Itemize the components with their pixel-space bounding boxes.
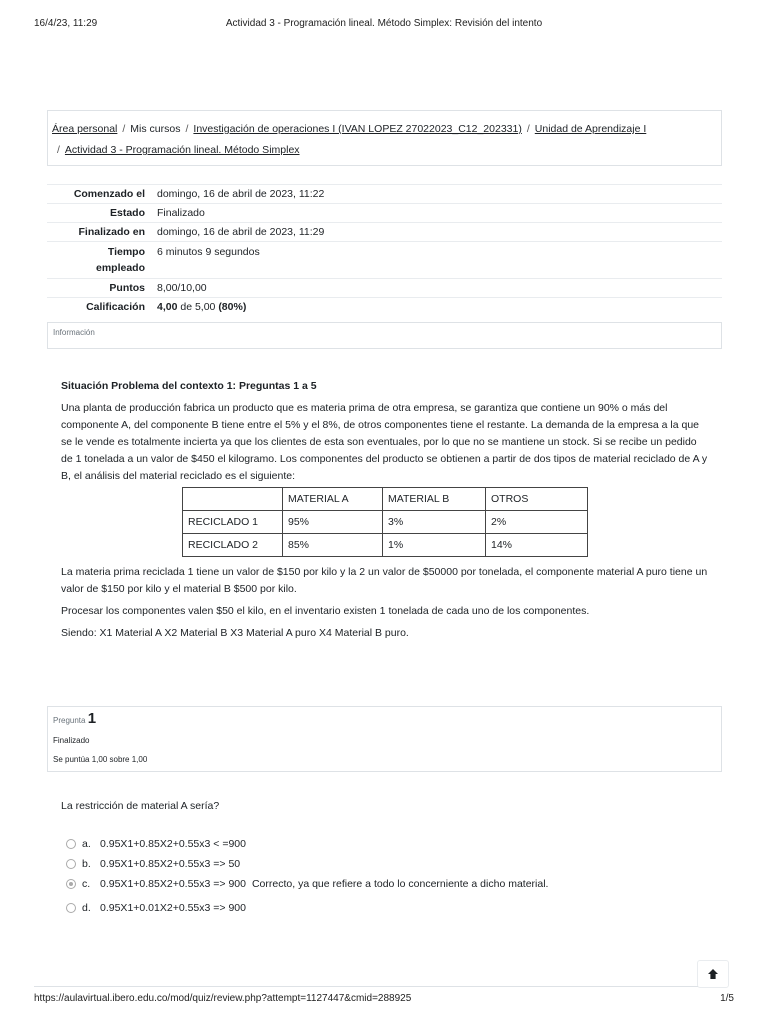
answer-letter: b. <box>82 858 91 870</box>
breadcrumb-separator: / <box>122 123 126 135</box>
context-heading: Situación Problema del contexto 1: Preguntas 1 a 5 <box>61 380 317 392</box>
grade-percent: (80%) <box>218 301 247 313</box>
context-paragraph: Siendo: X1 Material A X2 Material B X3 Material A puro X4 Material B puro. <box>61 627 409 639</box>
breadcrumb-activity[interactable]: Actividad 3 - Programación lineal. Método Simplex <box>64 144 300 156</box>
breadcrumb <box>47 110 722 166</box>
table-cell: RECICLADO 2 <box>183 534 283 557</box>
context-paragraph: Una planta de producción fabrica un producto que es materia prima de otra empresa, se garantiza que contiene un 90% o más del componente A, del componente B tiene entre el 5% y el 8%, de otros componentes tiene el restante. La demanda de la empresa a la que se le vende es totalmente incierta ya que los clientes de esta son eventuales, por lo que no se mantiene un stock. Si se recibe un pedido de 1 tonelada a un valor de $450 el kilogramo. Los componentes del producto se obtienen a partir de dos tipos de material reciclado de A y B, el análisis del material reciclado es el siguiente: <box>61 402 708 482</box>
table-cell: RECICLADO 1 <box>183 511 283 534</box>
table-row <box>183 534 588 557</box>
context-text <box>61 378 709 490</box>
grade-rest: de 5,00 <box>177 301 219 313</box>
answer-text: 0.95X1+0.01X2+0.55x3 => 900 <box>100 902 246 914</box>
table-header-row <box>183 488 588 511</box>
question-info-box <box>47 706 722 772</box>
summary-row-grade <box>47 298 722 317</box>
answer-option-d[interactable] <box>66 898 548 918</box>
radio-button[interactable] <box>66 903 76 913</box>
table-header-cell: MATERIAL A <box>283 488 383 511</box>
answer-feedback: Correcto, ya que refiere a todo lo concerniente a dicho material. <box>251 878 549 890</box>
radio-button-selected[interactable] <box>66 879 76 889</box>
answer-letter: c. <box>82 878 91 890</box>
info-label: Información <box>53 328 95 337</box>
radio-button[interactable] <box>66 839 76 849</box>
table-cell: 85% <box>283 534 383 557</box>
question-prefix: Pregunta <box>53 716 86 725</box>
table-header-cell: OTROS <box>486 488 588 511</box>
question-state: Finalizado <box>53 736 90 745</box>
summary-value: Finalizado <box>151 204 722 223</box>
summary-label: Estado <box>47 204 151 223</box>
summary-label: Calificación <box>47 298 151 317</box>
print-header <box>34 18 734 32</box>
summary-row <box>47 242 722 279</box>
summary-label: Comenzado el <box>47 185 151 204</box>
summary-value: 8,00/10,00 <box>151 279 722 298</box>
footer-divider <box>34 986 698 987</box>
print-date: 16/4/23, 11:29 <box>34 18 98 29</box>
summary-row <box>47 223 722 242</box>
summary-label: Puntos <box>47 279 151 298</box>
table-cell: 14% <box>486 534 588 557</box>
print-page-number: 1/5 <box>720 993 734 1004</box>
answer-option-a[interactable] <box>66 834 548 854</box>
summary-label: Finalizado en <box>47 223 151 242</box>
breadcrumb-area-personal[interactable]: Área personal <box>52 123 118 135</box>
summary-row <box>47 185 722 204</box>
attempt-summary-table <box>47 184 722 316</box>
summary-value: 6 minutos 9 segundos <box>151 242 722 279</box>
table-cell: 3% <box>383 511 486 534</box>
summary-value: domingo, 16 de abril de 2023, 11:29 <box>151 223 722 242</box>
breadcrumb-separator: / <box>526 123 530 135</box>
answer-option-c[interactable] <box>66 874 548 894</box>
back-to-top-button[interactable] <box>697 960 729 988</box>
material-table <box>182 487 588 557</box>
summary-grade-value <box>151 298 722 317</box>
context-paragraph: Procesar los componentes valen $50 el kilo, en el inventario existen 1 tonelada de cada uno de los componentes. <box>61 605 590 617</box>
arrow-up-icon <box>707 968 719 980</box>
table-row <box>183 511 588 534</box>
print-title: Actividad 3 - Programación lineal. Método Simplex: Revisión del intento <box>225 18 543 29</box>
summary-value: domingo, 16 de abril de 2023, 11:22 <box>151 185 722 204</box>
answer-letter: d. <box>82 902 91 914</box>
breadcrumb-separator: / <box>185 123 189 135</box>
question-text: La restricción de material A sería? <box>61 800 220 812</box>
answer-letter: a. <box>82 838 91 850</box>
breadcrumb-line-2 <box>52 140 717 161</box>
radio-button[interactable] <box>66 859 76 869</box>
breadcrumb-mis-cursos[interactable]: Mis cursos <box>130 123 181 135</box>
breadcrumb-line-1 <box>52 119 717 140</box>
table-header-cell <box>183 488 283 511</box>
print-url: https://aulavirtual.ibero.edu.co/mod/quiz/review.php?attempt=1127447&cmid=288925 <box>34 993 412 1004</box>
table-cell: 1% <box>383 534 486 557</box>
grade-score: 4,00 <box>157 301 178 313</box>
summary-label: Tiempo empleado <box>47 242 151 279</box>
context-text-lower <box>61 564 709 647</box>
question-number-row <box>53 712 716 728</box>
info-box <box>47 322 722 349</box>
table-cell: 2% <box>486 511 588 534</box>
table-header-cell: MATERIAL B <box>383 488 486 511</box>
context-paragraph: La materia prima reciclada 1 tiene un valor de $150 por kilo y la 2 un valor de $50000 por tonelada, el componente material A puro tiene un valor de $150 por kilo y el material B $500 por kilo. <box>61 566 708 595</box>
answer-option-b[interactable] <box>66 854 548 874</box>
answer-text: 0.95X1+0.85X2+0.55x3 => 50 <box>100 858 241 870</box>
summary-row <box>47 279 722 298</box>
breadcrumb-unit[interactable]: Unidad de Aprendizaje I <box>534 123 647 135</box>
breadcrumb-course[interactable]: Investigación de operaciones I (IVAN LOPEZ 27022023_C12_202331) <box>193 123 522 135</box>
answer-text: 0.95X1+0.85X2+0.55x3 => 900 <box>100 878 246 890</box>
summary-row <box>47 204 722 223</box>
question-number: 1 <box>87 710 97 727</box>
answer-text: 0.95X1+0.85X2+0.55x3 < =900 <box>100 838 246 850</box>
table-cell: 95% <box>283 511 383 534</box>
answer-list <box>66 834 548 918</box>
breadcrumb-separator: / <box>57 144 60 156</box>
question-grade: Se puntúa 1,00 sobre 1,00 <box>53 755 148 764</box>
